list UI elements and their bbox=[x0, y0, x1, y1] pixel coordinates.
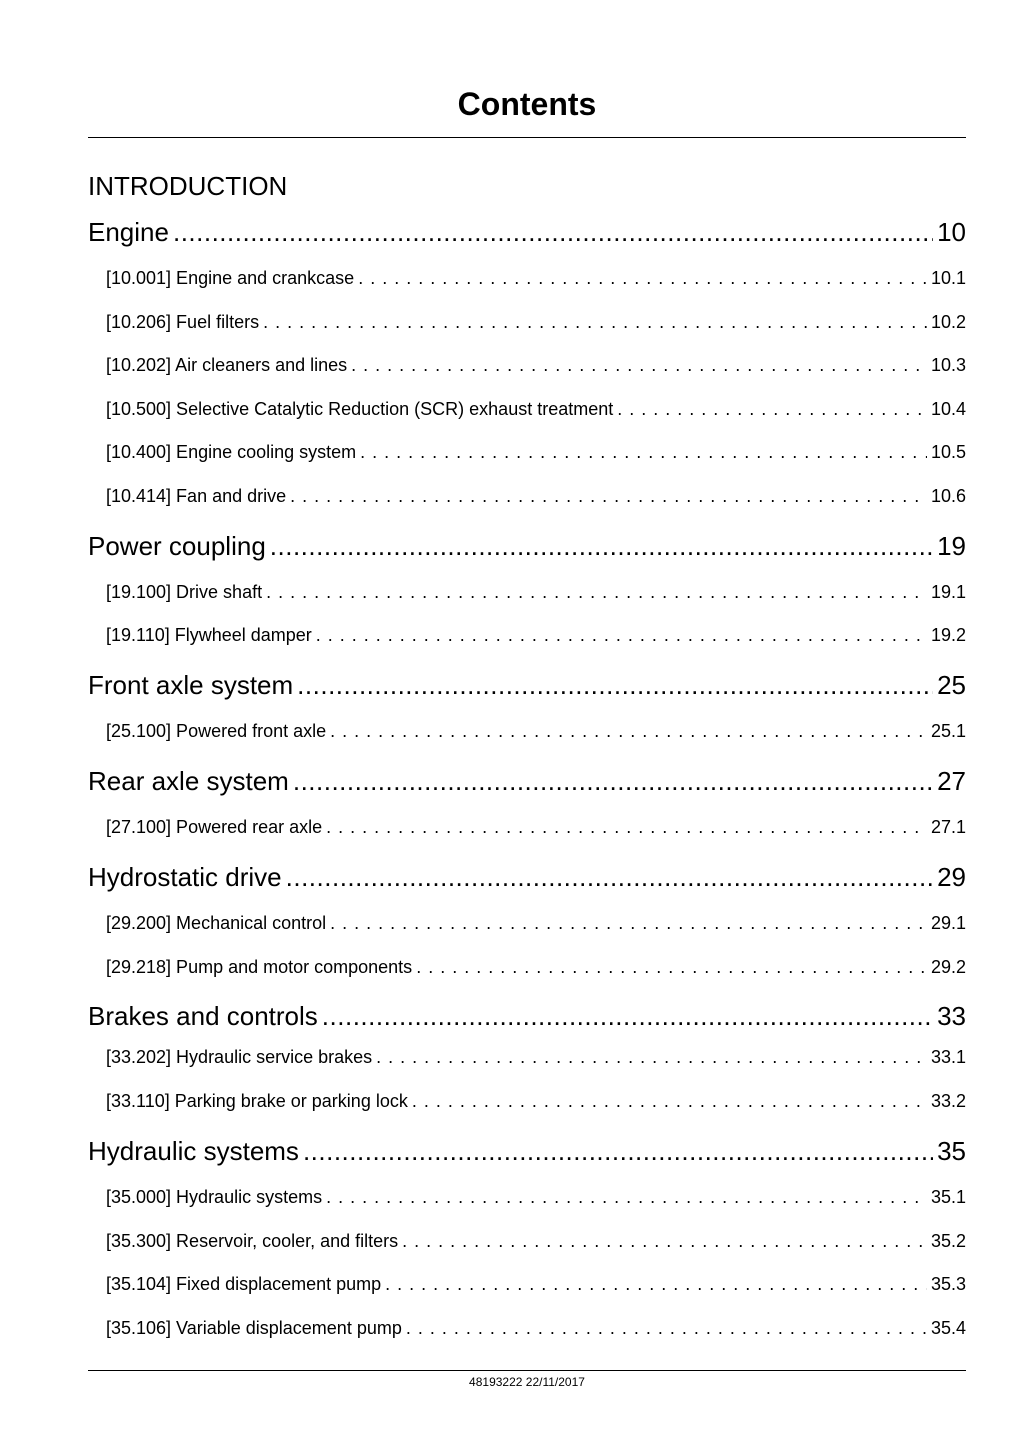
toc-leader bbox=[173, 217, 933, 248]
toc-entry-label: [10.001] Engine and crankcase bbox=[106, 268, 355, 288]
toc-leader bbox=[290, 486, 927, 507]
toc-page-number: 35.3 bbox=[930, 1274, 966, 1294]
toc-entry-10-206[interactable] bbox=[106, 312, 966, 333]
toc-entry-label: [19.100] Drive shaft bbox=[106, 582, 263, 602]
toc-entry-label: [29.218] Pump and motor components bbox=[106, 957, 413, 977]
toc-entry-10-500[interactable] bbox=[106, 399, 966, 420]
toc-page-number: 27.1 bbox=[930, 817, 966, 837]
toc-entry-29-200[interactable] bbox=[106, 913, 966, 934]
toc-entry-label: [35.000] Hydraulic systems bbox=[106, 1187, 323, 1207]
toc-entry-label: [19.110] Flywheel damper bbox=[106, 625, 312, 645]
toc-section-hydraulic-systems[interactable] bbox=[88, 1136, 966, 1167]
top-divider bbox=[88, 137, 966, 138]
toc-entry-35-104[interactable] bbox=[106, 1274, 966, 1295]
toc-section-power-coupling[interactable] bbox=[88, 531, 966, 562]
toc-entry-10-400[interactable] bbox=[106, 442, 966, 463]
toc-page-number: 29.1 bbox=[930, 913, 966, 933]
toc-leader bbox=[266, 582, 927, 603]
toc-section-label: Brakes and controls bbox=[88, 1001, 318, 1031]
page-title: Contents bbox=[457, 86, 597, 122]
toc-leader bbox=[617, 399, 927, 420]
toc-section-label: Rear axle system bbox=[88, 766, 289, 796]
toc-leader bbox=[358, 268, 927, 289]
toc-leader bbox=[297, 670, 933, 701]
toc-page-number: 35.1 bbox=[930, 1187, 966, 1207]
toc-page-number: 29.2 bbox=[930, 957, 966, 977]
toc-page-number: 10.3 bbox=[930, 355, 966, 375]
toc-page-number: 19 bbox=[937, 531, 966, 561]
toc-leader bbox=[330, 721, 927, 742]
toc-leader bbox=[406, 1318, 927, 1339]
toc-leader bbox=[360, 442, 927, 463]
toc-entry-label: [10.500] Selective Catalytic Reduction (SCR) exhaust treatment bbox=[106, 399, 614, 419]
toc-section-label: Front axle system bbox=[88, 670, 294, 700]
toc-entry-25-100[interactable] bbox=[106, 721, 966, 742]
toc-leader bbox=[402, 1231, 927, 1252]
toc-entry-label: [33.202] Hydraulic service brakes bbox=[106, 1047, 373, 1067]
toc-leader bbox=[322, 1001, 933, 1032]
toc-entry-label: [10.206] Fuel filters bbox=[106, 312, 260, 332]
toc-leader bbox=[351, 355, 927, 376]
toc-leader bbox=[385, 1274, 927, 1295]
toc-leader bbox=[326, 817, 927, 838]
toc-entry-label: [35.300] Reservoir, cooler, and filters bbox=[106, 1231, 399, 1251]
toc-entry-label: [35.106] Variable displacement pump bbox=[106, 1318, 402, 1338]
toc-entry-19-110[interactable] bbox=[106, 625, 966, 646]
toc-leader bbox=[316, 625, 927, 646]
toc-page-number: 10 bbox=[937, 217, 966, 247]
toc-section-hydrostatic-drive[interactable] bbox=[88, 862, 966, 893]
toc-leader bbox=[263, 312, 927, 333]
toc-leader bbox=[376, 1047, 927, 1068]
toc-section-label: Power coupling bbox=[88, 531, 266, 561]
toc-leader bbox=[326, 1187, 927, 1208]
toc-leader bbox=[270, 531, 933, 562]
toc-section-label: Hydraulic systems bbox=[88, 1136, 299, 1166]
toc-page-number: 33 bbox=[937, 1001, 966, 1031]
toc-page-number: 19.2 bbox=[930, 625, 966, 645]
toc-entry-27-100[interactable] bbox=[106, 817, 966, 838]
toc-page-number: 10.4 bbox=[930, 399, 966, 419]
toc-entry-35-106[interactable] bbox=[106, 1318, 966, 1339]
toc-entry-29-218[interactable] bbox=[106, 957, 966, 978]
toc-entry-19-100[interactable] bbox=[106, 582, 966, 603]
toc-page-number: 33.2 bbox=[930, 1091, 966, 1111]
footer-doc-id: 48193222 22/11/2017 bbox=[469, 1375, 585, 1389]
toc-entry-label: [10.202] Air cleaners and lines bbox=[106, 355, 348, 375]
toc-entry-label: [10.414] Fan and drive bbox=[106, 486, 287, 506]
toc-entry-33-202[interactable] bbox=[106, 1047, 966, 1068]
toc-section-rear-axle-system[interactable] bbox=[88, 766, 966, 797]
toc-entry-33-110[interactable] bbox=[106, 1091, 966, 1112]
toc-entry-10-414[interactable] bbox=[106, 486, 966, 507]
toc-entry-10-001[interactable] bbox=[106, 268, 966, 289]
toc-leader bbox=[412, 1091, 927, 1112]
toc-page-number: 10.6 bbox=[930, 486, 966, 506]
toc-page-number: 10.1 bbox=[930, 268, 966, 288]
toc-page-number: 35.2 bbox=[930, 1231, 966, 1251]
toc-page-number: 19.1 bbox=[930, 582, 966, 602]
toc-page-number: 25.1 bbox=[930, 721, 966, 741]
toc-page-number: 29 bbox=[937, 862, 966, 892]
toc-leader bbox=[416, 957, 927, 978]
toc-section-front-axle-system[interactable] bbox=[88, 670, 966, 701]
toc-page-number: 10.2 bbox=[930, 312, 966, 332]
toc-page-number: 25 bbox=[937, 670, 966, 700]
toc-page-number: 35 bbox=[937, 1136, 966, 1166]
toc-leader bbox=[293, 766, 933, 797]
toc-entry-10-202[interactable] bbox=[106, 355, 966, 376]
toc-entry-label: [33.110] Parking brake or parking lock bbox=[106, 1091, 408, 1111]
toc-entry-label: [35.104] Fixed displacement pump bbox=[106, 1274, 382, 1294]
toc-entry-label: [27.100] Powered rear axle bbox=[106, 817, 323, 837]
toc-section-engine[interactable] bbox=[88, 217, 966, 248]
toc-leader bbox=[303, 1136, 933, 1167]
toc-page-number: 27 bbox=[937, 766, 966, 796]
toc-section-brakes-and-controls[interactable] bbox=[88, 1001, 966, 1032]
toc-page-number: 10.5 bbox=[930, 442, 966, 462]
toc-leader bbox=[330, 913, 927, 934]
bottom-divider bbox=[88, 1370, 966, 1371]
toc-entry-label: [10.400] Engine cooling system bbox=[106, 442, 357, 462]
toc-introduction[interactable]: INTRODUCTION bbox=[88, 171, 288, 201]
toc-entry-35-000[interactable] bbox=[106, 1187, 966, 1208]
toc-page-number: 33.1 bbox=[930, 1047, 966, 1067]
toc-section-label: Engine bbox=[88, 217, 169, 247]
toc-entry-35-300[interactable] bbox=[106, 1231, 966, 1252]
toc-entry-label: [29.200] Mechanical control bbox=[106, 913, 327, 933]
toc-leader bbox=[286, 862, 933, 893]
toc-entry-label: [25.100] Powered front axle bbox=[106, 721, 327, 741]
toc-section-label: Hydrostatic drive bbox=[88, 862, 282, 892]
toc-page-number: 35.4 bbox=[930, 1318, 966, 1338]
